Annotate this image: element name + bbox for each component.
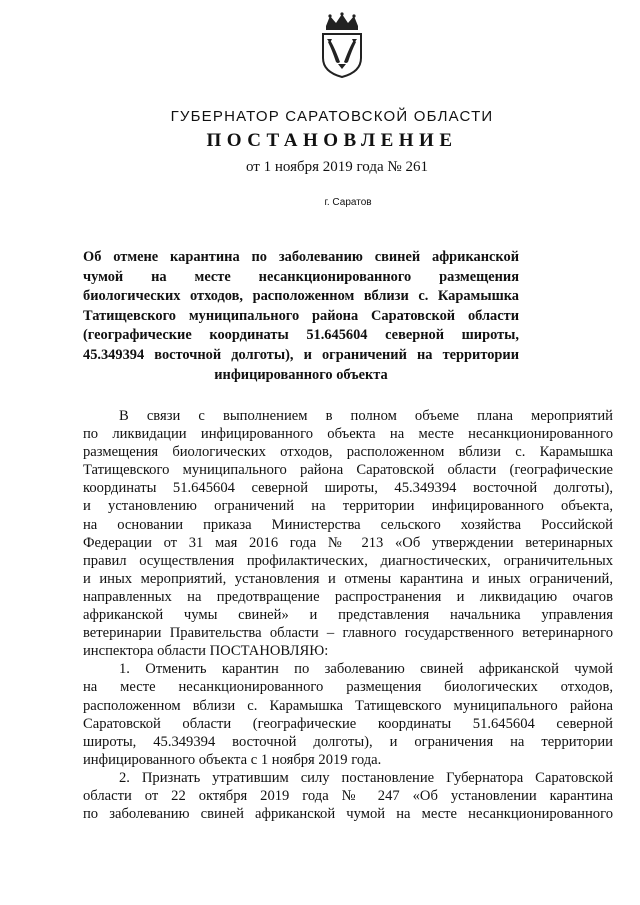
body-line: размещения биологических отходов, расположенном вблизи с. Карамышка	[83, 444, 613, 461]
document-type: ПОСТАНОВЛЕНИЕ	[206, 130, 458, 151]
document-body	[83, 407, 613, 823]
body-line: Саратовской области (географические координаты 51.645604 северной	[83, 715, 613, 732]
body-line: Татищевского муниципального района Саратовской области (географические	[83, 462, 613, 479]
subject-line: (географические координаты 51.645604 северной широты,	[83, 327, 519, 344]
body-line: области от 22 октября 2019 года № 247 «Об установлении карантина	[83, 787, 613, 804]
body-line: правил осуществления профилактических, диагностических, ограничительных	[83, 552, 613, 569]
body-line: широты, 45.349394 восточной долготы), и ограничения на территории	[83, 733, 613, 750]
body-line: на основании приказа Министерства сельского хозяйства Российской	[83, 516, 613, 533]
subject-line: инфицированного объекта	[214, 366, 388, 383]
document-city: г. Саратов	[324, 197, 372, 208]
body-line: 2. Признать утратившим силу постановление Губернатора Саратовской	[119, 769, 613, 786]
body-line: и иных мероприятий, установления и отмены карантина и иных ограничений,	[83, 570, 613, 587]
subject-line: биологических отходов, расположенном вблизи с. Карамышка	[83, 288, 519, 305]
subject-line: Об отмене карантина по заболеванию свиней африканской	[83, 249, 519, 265]
body-line: по ликвидации инфицированного объекта на месте несанкционированного	[83, 426, 613, 443]
document-date-number: от 1 ноября 2019 года № 261	[246, 159, 428, 175]
body-line: инфицированного объекта с 1 ноября 2019 года.	[83, 751, 382, 768]
body-line: инспектора области ПОСТАНОВЛЯЮ:	[83, 643, 329, 660]
body-line: координаты 51.645604 северной широты, 45.349394 восточной долготы),	[83, 480, 613, 497]
document-subject	[83, 248, 519, 385]
body-line: и установлению ограничений на территории инфицированного объекта,	[83, 498, 613, 515]
subject-line: 45.349394 восточной долготы), и ограничений на территории	[83, 346, 519, 363]
body-line: расположенном вблизи с. Карамышка Татищевского муниципального района	[83, 697, 613, 714]
body-line: ветеринарии Правительства области – главного государственного ветеринарного	[83, 625, 613, 642]
body-line: Федерации от 31 мая 2016 года № 213 «Об утверждении ветеринарных	[83, 534, 613, 551]
body-line: 1. Отменить карантин по заболеванию свиней африканской чумой	[119, 661, 613, 678]
body-line: африканской чумы свиней» и представления начальника управления	[83, 607, 613, 624]
subject-line: Татищевского муниципального района Саратовской области	[83, 307, 519, 324]
issuer-title: ГУБЕРНАТОР САРАТОВСКОЙ ОБЛАСТИ	[170, 108, 494, 125]
body-line: на месте несанкционированного размещения биологических отходов,	[83, 679, 613, 696]
body-line: В связи с выполнением в полном объеме плана мероприятий	[119, 408, 613, 424]
subject-line: чумой на месте несанкционированного размещения	[83, 268, 519, 285]
body-line: по заболеванию свиней африканской чумой на месте несанкционированного	[83, 806, 613, 823]
body-line: направленных на предотвращение распространения и ликвидацию очагов	[83, 588, 613, 605]
coat-of-arms-icon	[318, 12, 366, 78]
